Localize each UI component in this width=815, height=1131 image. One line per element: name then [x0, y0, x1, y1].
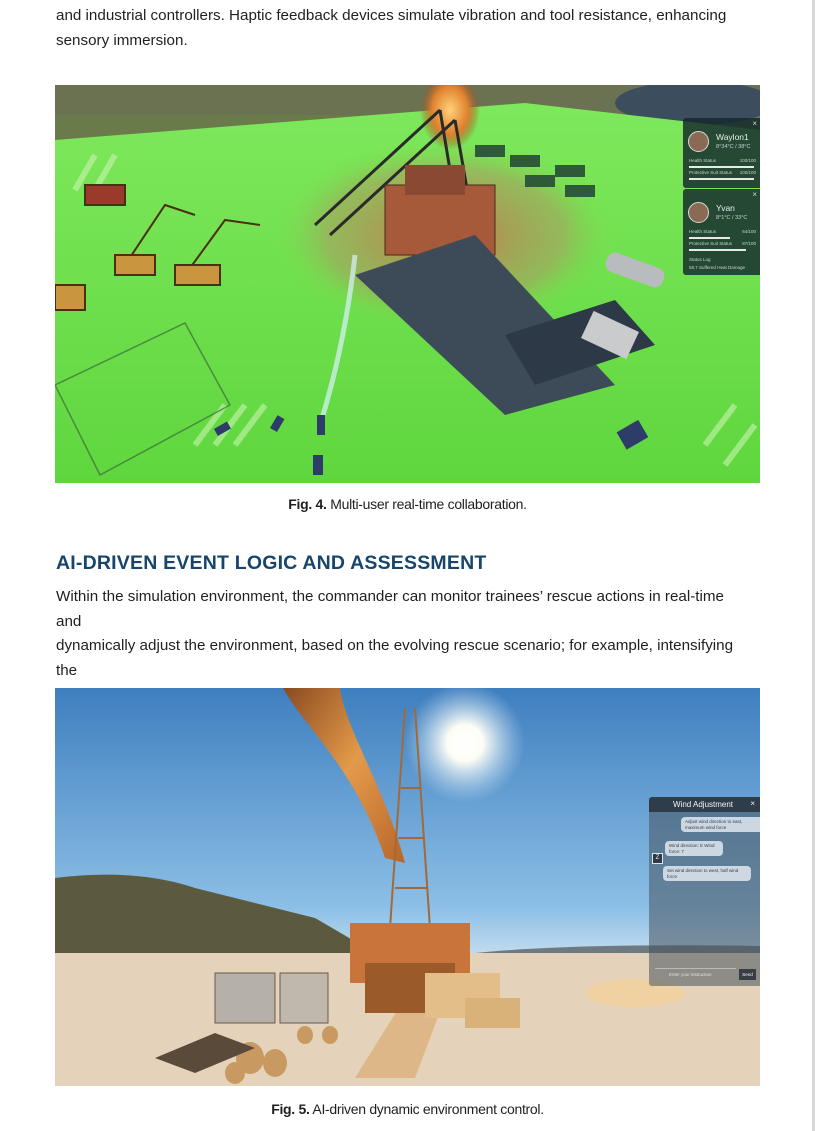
suit-status-row [689, 170, 756, 175]
user-temperature: 8°34°C / 38°C [716, 144, 751, 150]
intro-line-2: sensory immersion. [56, 31, 188, 49]
health-value: 100/100 [739, 158, 756, 163]
health-bar [689, 166, 754, 168]
user-message: Adjust wind direction to east, maximum wind force [681, 817, 760, 832]
avatar [688, 131, 709, 152]
user-panel-2 [683, 189, 760, 275]
paragraph-line-1: Within the simulation environment, the commander can monitor trainees’ rescue actions in real-time and [56, 588, 724, 630]
assistant-message: Wind direction: E Wind force: 7 [665, 841, 723, 856]
suit-status-row [689, 241, 756, 246]
suit-bar [689, 178, 754, 180]
figure-5-label: Fig. 5. [271, 1101, 310, 1117]
wind-panel-title: Wind Adjustment [673, 800, 734, 809]
status-log-entry: 58.7 Suffered Heat Damage [689, 265, 745, 270]
health-bar [689, 237, 730, 239]
suit-label: Protective Suit Status [689, 170, 733, 175]
close-icon[interactable]: × [752, 190, 757, 199]
close-icon[interactable]: × [750, 799, 755, 808]
wind-panel-header [649, 797, 760, 812]
figure-5-image [55, 688, 760, 1086]
figure-4-caption-text: Multi-user real-time collaboration. [330, 496, 527, 512]
paragraph-line-2: dynamically adjust the environment, based on the evolving rescue scenario; for example, intensifying the [56, 637, 734, 679]
health-label: Health Status [689, 158, 717, 163]
user-name: Waylon1 [716, 132, 749, 142]
intro-paragraph [56, 4, 750, 53]
user-name: Yvan [716, 203, 735, 213]
status-log-label: Status Log [689, 257, 711, 262]
avatar [688, 202, 709, 223]
intro-line-1: and industrial controllers. Haptic feedback devices simulate vibration and tool resistance, enhancing [56, 7, 727, 24]
send-button[interactable]: Send [739, 969, 756, 980]
user-panel-1 [683, 118, 760, 188]
ai-assistant-icon: Z [652, 853, 663, 864]
user-message: Set wind direction to west, half wind force [663, 866, 751, 881]
instruction-input[interactable]: Enter your instruction [655, 968, 736, 980]
figure-4-caption [0, 496, 815, 512]
health-status-row [689, 158, 756, 163]
user-temperature: 8°1°C / 33°C [716, 215, 748, 221]
figure-4-label: Fig. 4. [288, 496, 327, 512]
figure-4-illustration [55, 85, 760, 483]
health-value: 64/100 [742, 229, 756, 234]
suit-bar [689, 249, 746, 251]
suit-value: 100/100 [739, 170, 756, 175]
suit-value: 87/100 [742, 241, 756, 246]
figure-5-caption-text: AI-driven dynamic environment control. [312, 1101, 544, 1117]
suit-label: Protective Suit Status [689, 241, 733, 246]
health-label: Health Status [689, 229, 717, 234]
section-heading: AI-DRIVEN EVENT LOGIC AND ASSESSMENT [56, 552, 487, 574]
figure-5-caption [0, 1101, 815, 1117]
close-icon[interactable]: × [752, 119, 757, 128]
figure-4-image [55, 85, 760, 483]
health-status-row [689, 229, 756, 234]
wind-adjustment-panel [649, 797, 760, 986]
